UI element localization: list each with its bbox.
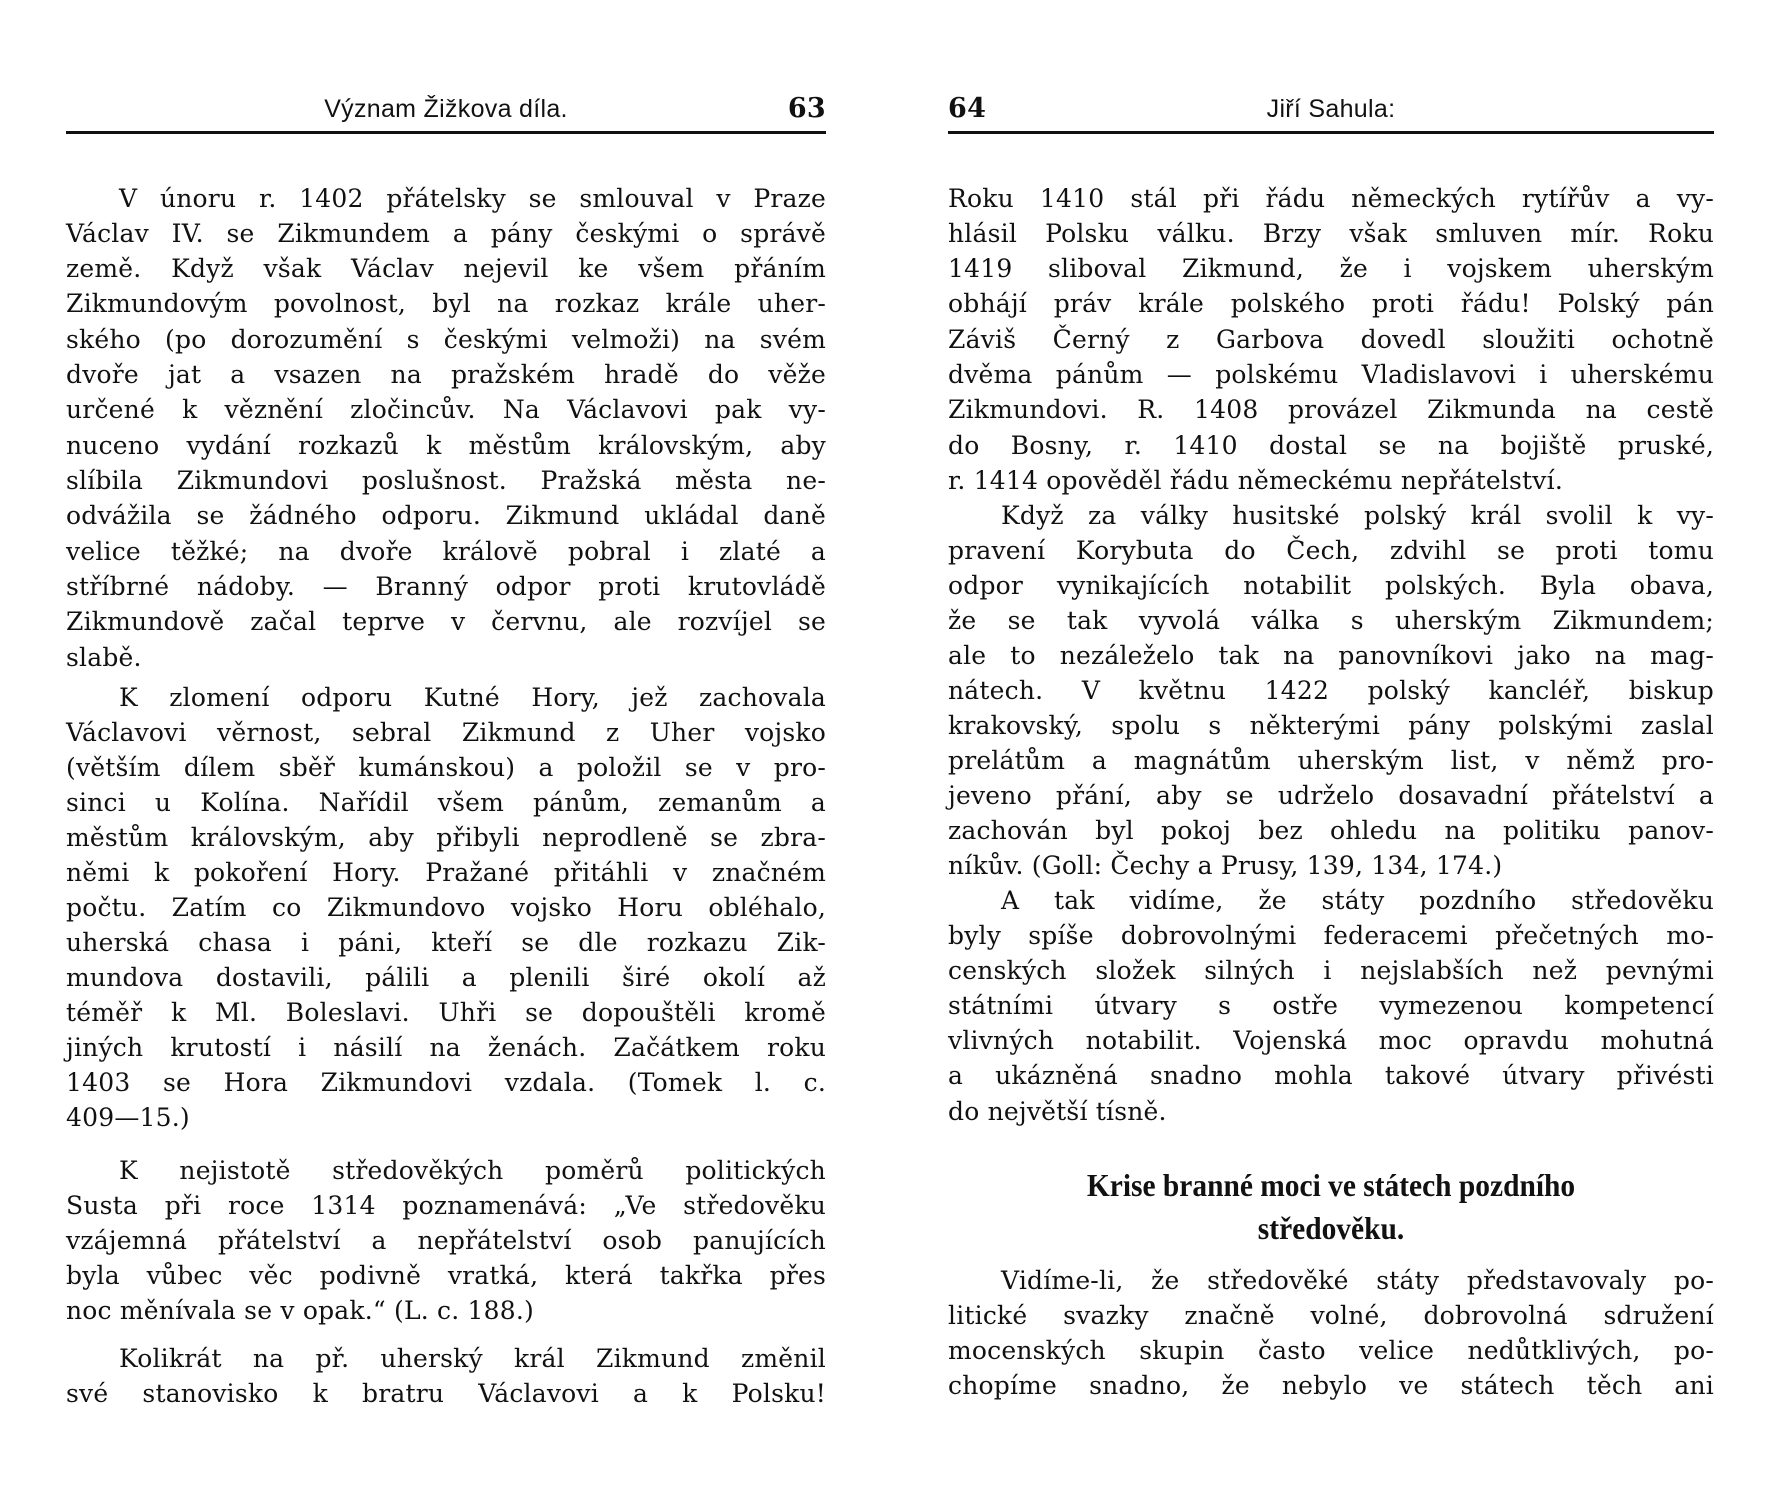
text-line: Zikmundově začal teprve v červnu, ale rozvíjel se: [66, 607, 826, 636]
text-line: do největší tísně.: [948, 1097, 1167, 1126]
text-line: odpor vynikajících notabilit polských. Byla obava,: [948, 571, 1714, 600]
text-line: vlivných notabilit. Vojenská moc opravdu mohutná: [948, 1026, 1714, 1055]
text-line: nuceno vydání rozkazů k městům královským, aby: [66, 431, 826, 460]
text-line: a ukázněná snadno mohla takové útvary přivésti: [948, 1061, 1714, 1090]
text-line: pravení Korybuta do Čech, zdvihl se proti tomu: [948, 536, 1714, 565]
text-line: státními útvary s ostře vymezenou kompetencí: [948, 991, 1714, 1020]
page-number: 64: [948, 93, 987, 124]
text-line: litické svazky značně volné, dobrovolná sdružení: [948, 1301, 1714, 1330]
text-line: byla vůbec věc podivně vratká, která takřka přes: [66, 1261, 826, 1290]
text-line: že se tak vyvolá válka s uherským Zikmundem;: [948, 606, 1714, 635]
text-line: uherská chasa i páni, kteří se dle rozkazu Zik-: [66, 928, 826, 957]
text-line: počtu. Zatím co Zikmundovo vojsko Horu obléhalo,: [66, 893, 826, 922]
text-line: prelátům a magnátům uherským list, v němž pro-: [948, 746, 1714, 775]
text-line: obhájí práv krále polského proti řádu! Polský pán: [948, 289, 1714, 318]
text-line: mundova dostavili, pálili a plenili širé okolí až: [66, 963, 826, 992]
text-line: dvoře jat a vsazen na pražském hradě do věže: [66, 360, 826, 389]
text-line: stříbrné nádoby. — Branný odpor proti krutovládě: [66, 572, 826, 601]
text-line: Záviš Černý z Garbova dovedl sloužiti ochotně: [948, 325, 1714, 354]
left-page: [66, 0, 826, 1500]
text-line: němi k pokoření Hory. Pražané přitáhli v značném: [66, 858, 826, 887]
text-line: hlásil Polsku válku. Brzy však smluven mír. Roku: [948, 219, 1714, 248]
running-title: Význam Žižkova díla.: [324, 95, 568, 123]
text-line: 409—15.): [66, 1103, 190, 1132]
text-line: Vidíme-li, že středověké státy představovaly po-: [1001, 1266, 1714, 1295]
header-rule: [66, 131, 826, 134]
text-line: 1419 sliboval Zikmund, že i vojskem uherským: [948, 254, 1714, 283]
text-line: dvěma pánům — polskému Vladislavovi i uherskému: [948, 360, 1714, 389]
text-line: nátech. V květnu 1422 polský kancléř, biskup: [948, 676, 1714, 705]
text-line: ale to nezáleželo tak na panovníkovi jako na mag-: [948, 641, 1714, 670]
text-line: ského (po dorozumění s českými velmoži) na svém: [66, 325, 826, 354]
text-line: slíbila Zikmundovi poslušnost. Pražská města ne-: [66, 466, 826, 495]
text-line: zachován byl pokoj bez ohledu na politiku panov-: [948, 816, 1714, 845]
text-line: chopíme snadno, že nebylo ve státech těch ani: [948, 1371, 1714, 1400]
text-line: Roku 1410 stál při řádu německých rytířův a vy-: [948, 184, 1714, 213]
text-line: sinci u Kolína. Nařídil všem pánům, zemanům a: [66, 788, 826, 817]
running-title: Jiří Sahula:: [1266, 95, 1396, 123]
text-line: městům královským, aby přibyli neprodleně se zbra-: [66, 823, 826, 852]
text-line: cenských složek silných i nejslabších než pevnými: [948, 956, 1714, 985]
section-heading-line: středověku.: [1257, 1210, 1405, 1246]
running-head: [66, 92, 826, 126]
text-line: téměř k Ml. Boleslavi. Uhři se dopouštěli kromě: [66, 998, 826, 1027]
text-line: velice těžké; na dvoře královĕ pobral i zlaté a: [66, 537, 826, 566]
text-line: jiných krutostí i násilí na ženách. Začátkem roku: [66, 1033, 826, 1062]
text-line: A tak vidíme, že státy pozdního středověku: [1001, 886, 1714, 915]
text-line: níkův. (Goll: Čechy a Prusy, 139, 134, 174.): [948, 851, 1503, 880]
text-line: Susta při roce 1314 poznamenává: „Ve středověku: [66, 1191, 826, 1220]
section-heading-line: Krise branné moci ve státech pozdního: [1086, 1167, 1576, 1203]
text-line: (větším dílem sběř kumánskou) a položil se v pro-: [66, 753, 826, 782]
text-line: V únoru r. 1402 přátelsky se smlouval v Praze: [119, 184, 826, 213]
text-line: do Bosny, r. 1410 dostal se na bojiště pruské,: [948, 431, 1714, 460]
text-line: své stanovisko k bratru Václavovi a k Polsku!: [66, 1379, 826, 1408]
text-line: noc měnívala se v opak.“ (L. c. 188.): [66, 1296, 534, 1325]
text-line: Když za války husitské polský král svolil k vy-: [1001, 501, 1714, 530]
text-line: určené k věznění zločincův. Na Václavovi pak vy-: [66, 395, 826, 424]
page-number: 63: [787, 93, 826, 124]
text-line: r. 1414 opověděl řádu německému nepřátelství.: [948, 466, 1563, 495]
text-line: Václav IV. se Zikmundem a pány českými o správě: [66, 219, 826, 248]
text-line: jeveno přání, aby se udrželo dosavadní přátelství a: [948, 781, 1714, 810]
running-head: [948, 92, 1714, 126]
text-line: mocenských skupin často velice nedůtklivých, po-: [948, 1336, 1714, 1365]
header-rule: [948, 131, 1714, 134]
text-line: země. Když však Václav nejevil ke všem přáním: [66, 254, 826, 283]
right-page: [948, 0, 1714, 1500]
text-line: Václavovi věrnost, sebral Zikmund z Uher vojsko: [66, 718, 826, 747]
text-line: slabě.: [66, 643, 142, 672]
text-line: Zikmundovým povolnost, byl na rozkaz krále uher-: [66, 289, 826, 318]
text-line: K nejistotě středověkých poměrů politických: [119, 1156, 826, 1185]
text-line: Zikmundovi. R. 1408 provázel Zikmunda na cestě: [948, 395, 1714, 424]
text-line: krakovský, spolu s některými pány polskými zaslal: [948, 711, 1714, 740]
text-line: 1403 se Hora Zikmundovi vzdala. (Tomek l. c.: [66, 1068, 826, 1097]
text-line: K zlomení odporu Kutné Hory, jež zachovala: [119, 683, 826, 712]
text-line: Kolikrát na př. uherský král Zikmund změnil: [119, 1344, 826, 1373]
text-line: byly spíše dobrovolnými federacemi přečetných mo-: [948, 921, 1714, 950]
text-line: vzájemná přátelství a nepřátelství osob panujících: [66, 1226, 826, 1255]
text-line: odvážila se žádného odporu. Zikmund ukládal daně: [66, 501, 826, 530]
